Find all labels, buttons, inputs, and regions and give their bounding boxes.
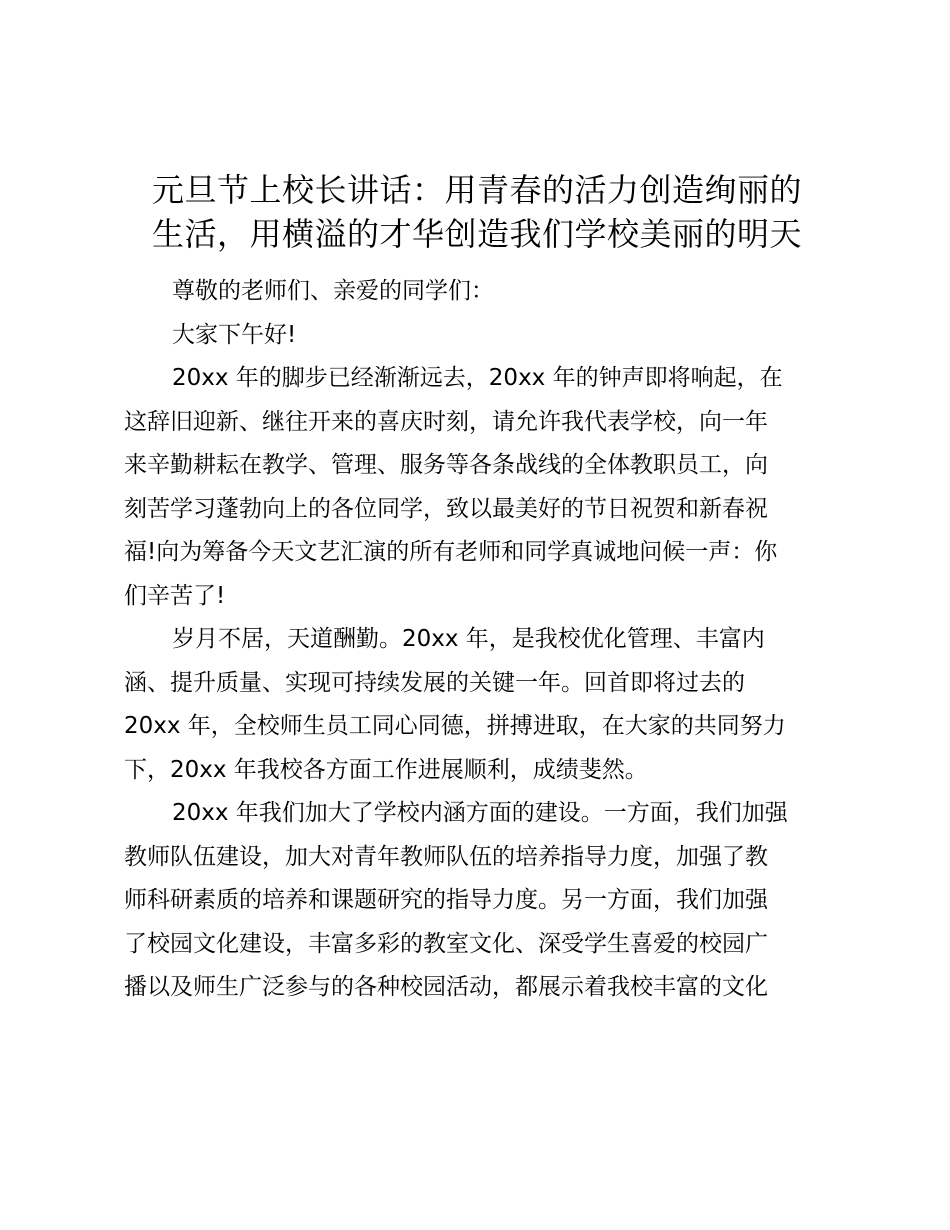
- paragraph-line: 了校园文化建设，丰富多彩的教室文化、深受学生喜爱的校园广: [124, 930, 768, 957]
- paragraph-line: 播以及师生广泛参与的各种校园活动，都展示着我校丰富的文化: [124, 974, 768, 1000]
- paragraph-line: 尊敬的老师们、亲爱的同学们：: [172, 278, 494, 304]
- paragraph-line: 20xx 年我们加大了学校内涵方面的建设。一方面，我们加强: [172, 800, 788, 826]
- paragraph-line: 刻苦学习蓬勃向上的各位同学，致以最美好的节日祝贺和新春祝: [124, 495, 768, 522]
- paragraph-line: 师科研素质的培养和课题研究的指导力度。另一方面，我们加强: [124, 887, 768, 913]
- paragraph: [124, 618, 836, 792]
- paragraph-line: 这辞旧迎新、继往开来的喜庆时刻，请允许我代表学校，向一年: [124, 408, 768, 435]
- title-line: 元旦节上校长讲话：用青春的活力创造绚丽的: [151, 171, 802, 209]
- document-title: [118, 168, 836, 256]
- paragraph-line: 20xx 年的脚步已经渐渐远去，20xx 年的钟声即将响起，在: [172, 365, 783, 391]
- paragraph: [124, 357, 836, 618]
- paragraph-line: 大家下午好!: [172, 321, 297, 348]
- paragraph-line: 福!向为筹备今天文艺汇演的所有老师和同学真诚地问候一声：你: [124, 539, 778, 565]
- paragraph-salutation: [124, 314, 836, 358]
- paragraph-line: 教师队伍建设，加大对青年教师队伍的培养指导力度，加强了教: [124, 843, 768, 870]
- paragraph-line: 下，20xx 年我校各方面工作进展顺利，成绩斐然。: [124, 756, 648, 783]
- title-line: 生活，用横溢的才华创造我们学校美丽的明天: [151, 215, 802, 253]
- paragraph-greeting: [124, 270, 836, 314]
- paragraph-line: 来辛勤耕耘在教学、管理、服务等各条战线的全体教职员工，向: [124, 452, 768, 478]
- document-body: [124, 270, 836, 1010]
- paragraph-line: 20xx 年，全校师生员工同心同德，拼搏进取，在大家的共同努力: [124, 713, 786, 739]
- paragraph: [124, 792, 836, 1010]
- paragraph-line: 们辛苦了!: [124, 582, 226, 609]
- paragraph-line: 岁月不居，天道酬勤。20xx 年，是我校优化管理、丰富内: [172, 626, 765, 652]
- paragraph-line: 涵、提升质量、实现可持续发展的关键一年。回首即将过去的: [124, 669, 745, 696]
